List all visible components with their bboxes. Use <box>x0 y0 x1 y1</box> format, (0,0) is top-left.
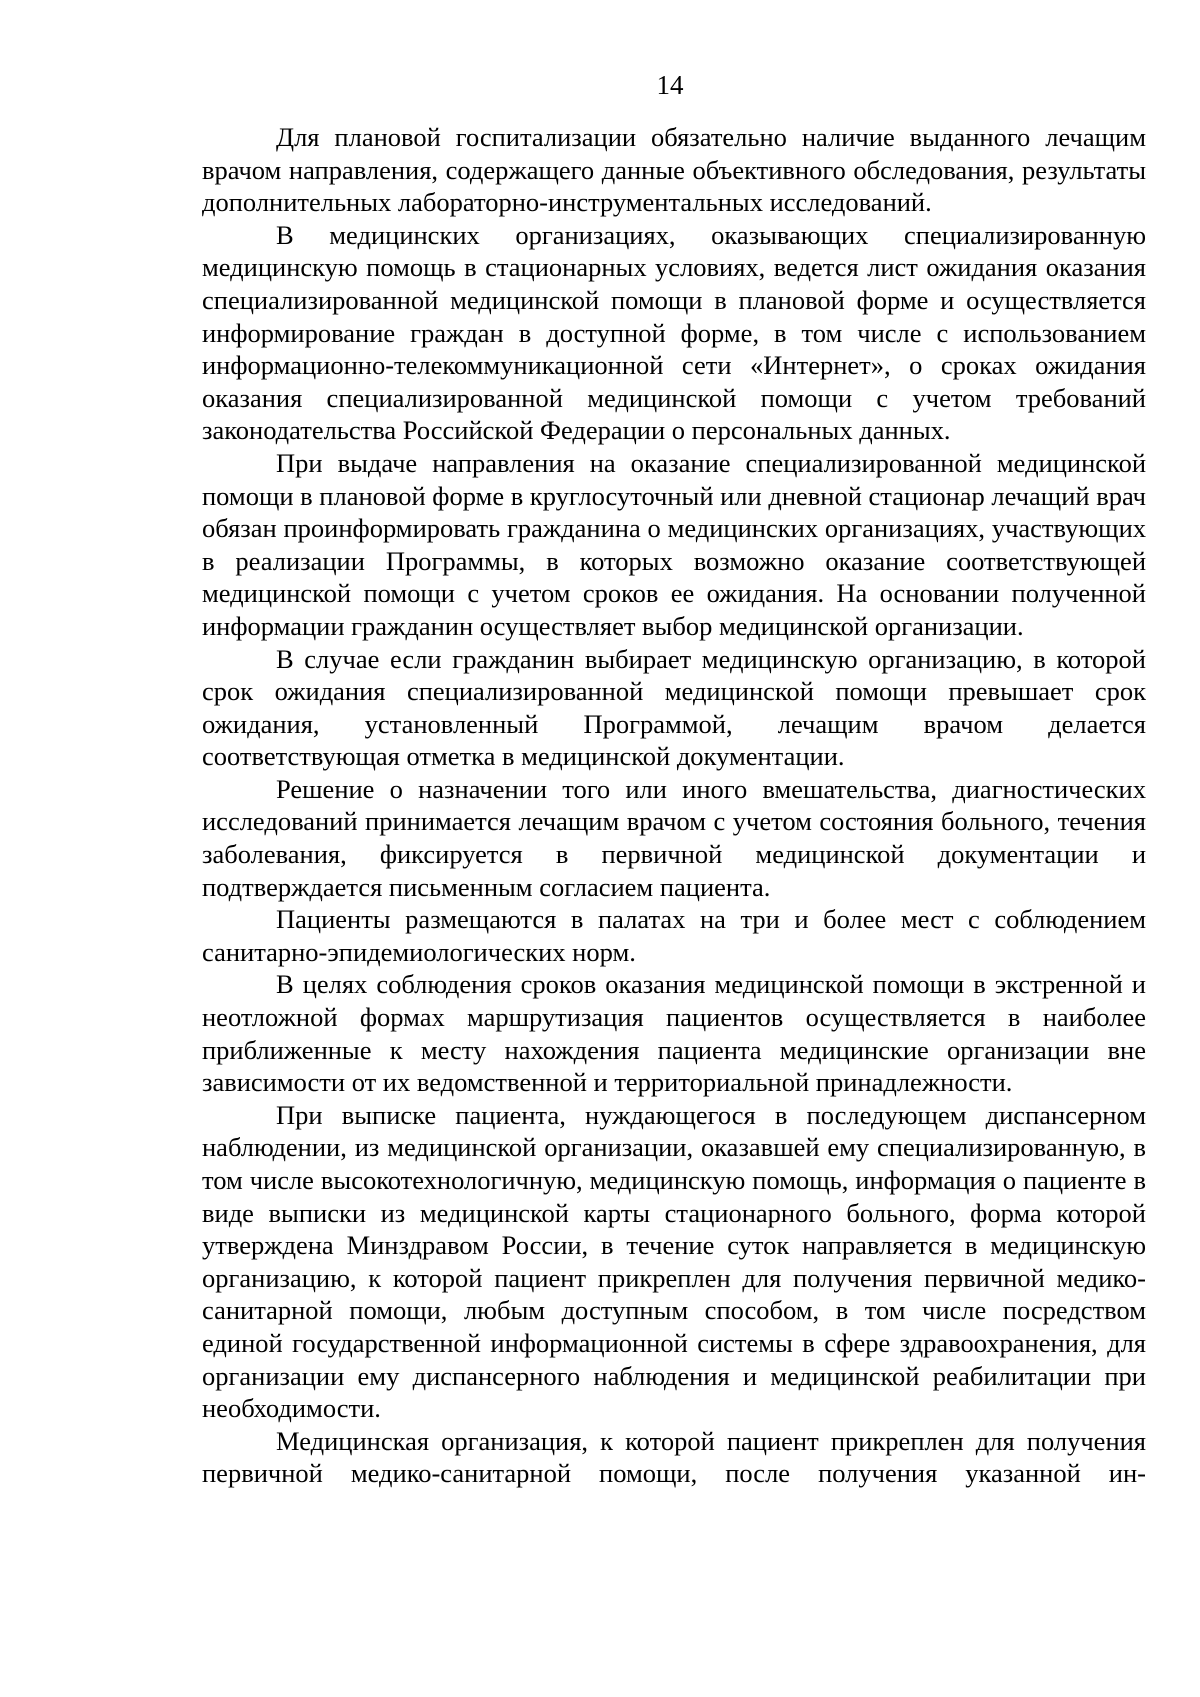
paragraph: При выписке пациента, нуждающегося в последующем диспансерном наблюдении, из медицинской организации, оказавшей ему специализированную, в том числе высокотехнологичную, медицинскую помощь, информация о пациенте в виде выписки из медицинской карты стационарного больного, форма которой утверждена Минздравом России, в течение суток направляется в медицинскую организацию, к которой пациент прикреплен для получения первичной медико-санитарной помощи, любым доступным способом, в том числе посредством единой государственной информационной системы в сфере здравоохранения, для организации ему диспансерного наблюдения и медицинской реабилитации при необходимости. <box>202 1099 1146 1424</box>
paragraph: В медицинских организациях, оказывающих специализированную медицинскую помощь в стационарных условиях, ведется лист ожидания оказания специализированной медицинской помощи в плановой форме и осуществляется информирование граждан в доступной форме, в том числе с использованием информационно-телекоммуникационной сети «Интернет», о сроках ожидания оказания специализированной медицинской помощи с учетом требований законодательства Российской Федерации о персональных данных. <box>202 219 1146 446</box>
paragraph: Для плановой госпитализации обязательно наличие выданного лечащим врачом направления, содержащего данные объективного обследования, результаты дополнительных лабораторно-инструментальных исследований. <box>202 122 1146 218</box>
page-number: 14 <box>656 70 684 100</box>
paragraph-continued: Медицинская организация, к которой пациент прикреплен для получения первичной медико-санитарной помощи, после получения указанной ин- <box>202 1425 1146 1489</box>
paragraph: При выдаче направления на оказание специализированной медицинской помощи в плановой форме в круглосуточный или дневной стационар лечащий врач обязан проинформировать гражданина о медицинских организациях, участвующих в реализации Программы, в которых возможно оказание соответствующей медицинской помощи с учетом сроков ее ожидания. На основании полученной информации гражданин осуществляет выбор медицинской организации. <box>202 447 1146 641</box>
document-body <box>202 121 1146 1490</box>
paragraph: Решение о назначении того или иного вмешательства, диагностических исследований принимается лечащим врачом с учетом состояния больного, течения заболевания, фиксируется в первичной медицинской документации и подтверждается письменным согласием пациента. <box>202 773 1146 902</box>
paragraph: В целях соблюдения сроков оказания медицинской помощи в экстренной и неотложной формах маршрутизация пациентов осуществляется в наиболее приближенные к месту нахождения пациента медицинские организации вне зависимости от их ведомственной и территориальной принадлежности. <box>202 969 1146 1098</box>
paragraph: Пациенты размещаются в палатах на три и более мест с соблюдением санитарно-эпидемиологических норм. <box>202 904 1146 967</box>
paragraph: В случае если гражданин выбирает медицинскую организацию, в которой срок ожидания специализированной медицинской помощи превышает срок ожидания, установленный Программой, лечащим врачом делается соответствующая отметка в медицинской документации. <box>202 643 1146 772</box>
